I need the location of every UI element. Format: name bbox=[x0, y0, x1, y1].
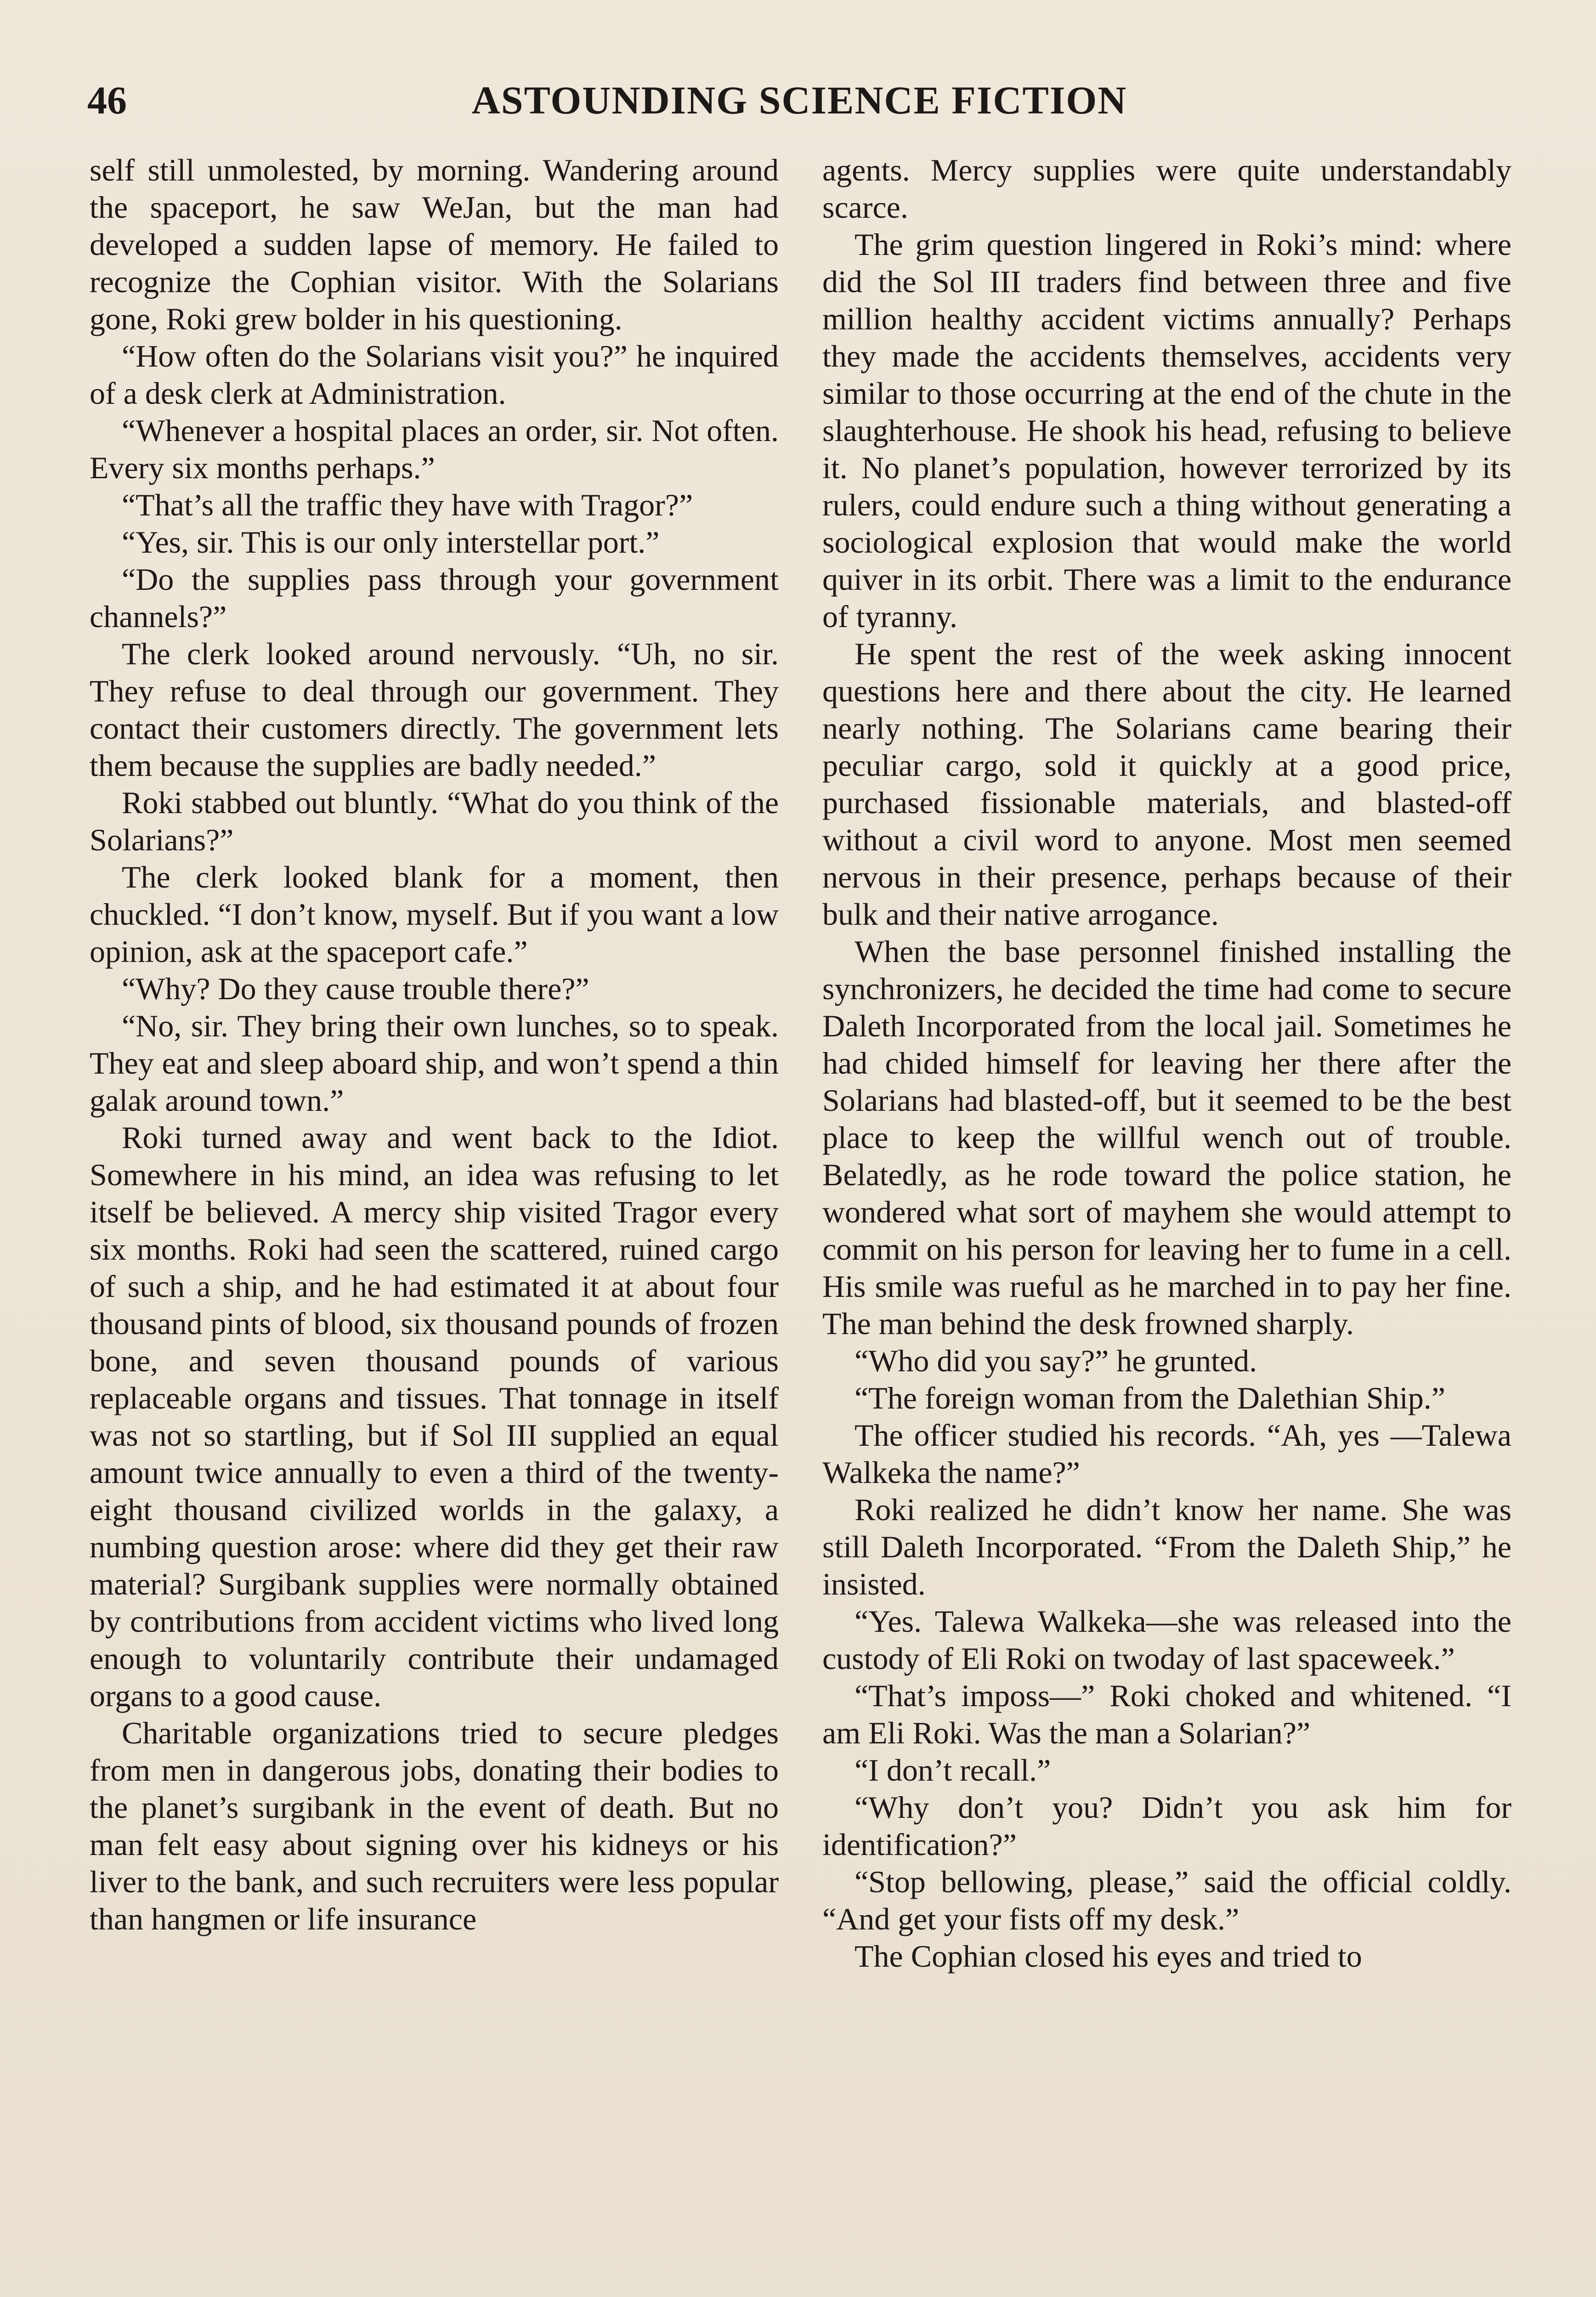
page-header bbox=[83, 69, 1516, 129]
paragraph: The Cophian closed his eyes and tried to bbox=[855, 1939, 1362, 1974]
paragraph: Roki realized he didn’t know her name. She was still Daleth Incorporated. “From the Daleth Ship,” he insisted. bbox=[822, 1492, 1511, 1601]
paragraph: Roki turned away and went back to the Idiot. Somewhere in his mind, an idea was refusing to let itself be believed. A mercy ship visited Tragor every six months. Roki had seen the scattered, ruined cargo of such a ship, and he had estimated it at about four thousand pints of blood, six thousand pounds of frozen bone, and seven thousand pounds of various replaceable organs and tissues. That tonnage in itself was not so startling, but if Sol III supplied an equal amount twice annually to even a third of the twenty-eight thousand civilized worlds in the galaxy, a numbing question arose: where did they get their raw material? Surgibank supplies were normally obtained by contributions from accident victims who lived long enough to voluntarily contribute their undamaged organs to a good cause. bbox=[90, 1120, 779, 1713]
paragraph: Roki stabbed out bluntly. “What do you think of the Solarians?” bbox=[90, 785, 779, 857]
paragraph: He spent the rest of the week asking innocent questions here and there about the city. He learned nearly nothing. The Solarians came bearing their peculiar cargo, sold it quickly at a good price, purchased fissionable materials, and blasted-off without a civil word to anyone. Most men seemed nervous in their presence, perhaps because of their bulk and their native arrogance. bbox=[822, 636, 1511, 932]
paragraph: “That’s imposs—” Roki choked and whitened. “I am Eli Roki. Was the man a Solarian?” bbox=[822, 1678, 1511, 1750]
page-number: 46 bbox=[87, 78, 127, 122]
paragraph: agents. Mercy supplies were quite understandably scarce. bbox=[822, 153, 1511, 225]
paragraph: “No, sir. They bring their own lunches, so to speak. They eat and sleep aboard ship, and won’t spend a thin galak around town.” bbox=[90, 1008, 779, 1118]
paragraph: The clerk looked blank for a moment, then chuckled. “I don’t know, myself. But if you want a low opinion, ask at the spaceport cafe.” bbox=[90, 860, 779, 969]
paragraph: “That’s all the traffic they have with Tragor?” bbox=[122, 487, 693, 522]
paragraph: “Yes, sir. This is our only interstellar port.” bbox=[122, 525, 660, 560]
paragraph: The clerk looked around nervously. “Uh, no sir. They refuse to deal through our government. They contact their customers directly. The government lets them because the supplies are badly needed.” bbox=[90, 636, 779, 783]
left-column bbox=[90, 152, 779, 1938]
paragraph: “Whenever a hospital places an order, sir. Not often. Every six months perhaps.” bbox=[90, 413, 779, 485]
paragraph: The grim question lingered in Roki’s mind: where did the Sol III traders find between three and five million healthy accident victims annually? Perhaps they made the accidents themselves, accidents very similar to those occurring at the end of the chute in the slaughterhouse. He shook his head, refusing to believe it. No planet’s population, however terrorized by its rulers, could endure such a thing without generating a sociological explosion that would make the world quiver in its orbit. There was a limit to the endurance of tyranny. bbox=[822, 227, 1511, 634]
paragraph: “Yes. Talewa Walkeka—she was released into the custody of Eli Roki on twoday of last spaceweek.” bbox=[822, 1604, 1511, 1676]
running-title: ASTOUNDING SCIENCE FICTION bbox=[471, 78, 1127, 122]
paragraph: When the base personnel finished installing the synchronizers, he decided the time had come to secure Daleth Incorporated from the local jail. Sometimes he had chided himself for leaving her there after the Solarians had blasted-off, but it seemed to be the best place to keep the willful wench out of trouble. Belatedly, as he rode toward the police station, he wondered what sort of mayhem she would attempt to commit on his person for leaving her to fume in a cell. His smile was rueful as he marched in to pay her fine. The man behind the desk frowned sharply. bbox=[822, 934, 1511, 1341]
paragraph: “I don’t recall.” bbox=[855, 1753, 1051, 1788]
paragraph: The officer studied his records. “Ah, yes —Talewa Walkeka the name?” bbox=[822, 1418, 1511, 1490]
paragraph: self still unmolested, by morning. Wandering around the spaceport, he saw WeJan, but the man had developed a sudden lapse of memory. He failed to recognize the Cophian visitor. With the Solarians gone, Roki grew bolder in his questioning. bbox=[90, 153, 779, 336]
paragraph: Charitable organizations tried to secure pledges from men in dangerous jobs, donating their bodies to the planet’s surgibank in the event of death. But no man felt easy about signing over his kidneys or his liver to the bank, and such recruiters were less popular than hangmen or life insurance bbox=[90, 1715, 779, 1936]
paragraph: “Why? Do they cause trouble there?” bbox=[122, 971, 589, 1006]
paragraph: “Why don’t you? Didn’t you ask him for identification?” bbox=[822, 1790, 1511, 1862]
right-column bbox=[822, 152, 1511, 1975]
paragraph: “Who did you say?” he grunted. bbox=[855, 1343, 1257, 1378]
paragraph: “How often do the Solarians visit you?” he inquired of a desk clerk at Administration. bbox=[90, 339, 779, 411]
paragraph: “Do the supplies pass through your government channels?” bbox=[90, 562, 779, 634]
paragraph: “The foreign woman from the Dalethian Ship.” bbox=[855, 1380, 1445, 1415]
paragraph: “Stop bellowing, please,” said the official coldly. “And get your fists off my desk.” bbox=[822, 1864, 1511, 1936]
